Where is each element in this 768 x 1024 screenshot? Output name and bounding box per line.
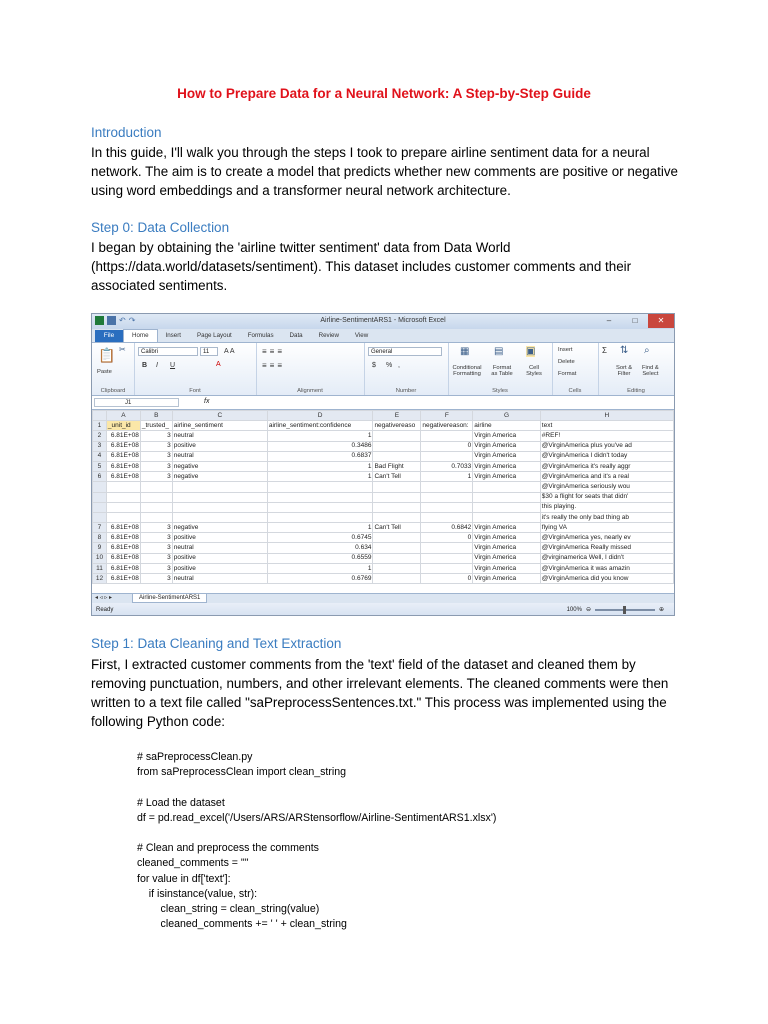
- spreadsheet-grid[interactable]: [92, 410, 674, 593]
- step1-line: First, I extracted customer comments from the 'text' field of the dataset and cleaned them by: [91, 657, 636, 672]
- row-header[interactable]: 7: [93, 523, 107, 533]
- cell[interactable]: [267, 482, 373, 492]
- grow-font-icon[interactable]: A A: [224, 348, 235, 355]
- find-select-button[interactable]: Find & Select: [642, 365, 659, 377]
- ribbon-tabs: [92, 329, 674, 342]
- cell[interactable]: positive: [172, 563, 267, 573]
- cell[interactable]: [373, 431, 421, 441]
- table-row: [93, 451, 674, 461]
- column-header[interactable]: C: [172, 411, 267, 421]
- cell[interactable]: 0.6559: [267, 553, 373, 563]
- cell[interactable]: @VirginAmerica yes, nearly ev: [540, 533, 673, 543]
- row-header[interactable]: [93, 482, 107, 492]
- cell[interactable]: 3: [140, 574, 172, 584]
- cell[interactable]: 3: [140, 441, 172, 451]
- close-button[interactable]: ✕: [648, 314, 674, 328]
- cell[interactable]: [373, 533, 421, 543]
- code-line: if isinstance(value, str):: [137, 887, 258, 900]
- column-header[interactable]: E: [373, 411, 421, 421]
- zoom-level: 100%: [566, 606, 582, 613]
- cell[interactable]: airline_sentiment:confidence: [267, 421, 373, 431]
- clipboard-group: [92, 343, 135, 395]
- cell[interactable]: [172, 512, 267, 522]
- cell[interactable]: Virgin America: [473, 441, 541, 451]
- table-row: [93, 482, 674, 492]
- cell[interactable]: 6.81E+08: [106, 574, 140, 584]
- styles-group: [448, 343, 553, 395]
- cell[interactable]: 3: [140, 563, 172, 573]
- group-label: Number: [395, 388, 417, 394]
- cell[interactable]: neutral: [172, 451, 267, 461]
- intro-line: network. The aim is to create a model that predicts whether new comments are positive or negative: [91, 164, 678, 179]
- cell[interactable]: Virgin America: [473, 553, 541, 563]
- cell[interactable]: @virginamerica Well, I didn't: [540, 553, 673, 563]
- cell[interactable]: [106, 482, 140, 492]
- cell[interactable]: [473, 482, 541, 492]
- code-line: cleaned_comments = "": [137, 857, 249, 870]
- cell[interactable]: text: [540, 421, 673, 431]
- font-group: [134, 343, 257, 395]
- cell[interactable]: @VirginAmerica seriously wou: [540, 482, 673, 492]
- align-left-icon[interactable]: ≡≡≡: [262, 361, 286, 370]
- cell[interactable]: negative: [172, 472, 267, 482]
- cell[interactable]: [267, 502, 373, 512]
- cell[interactable]: [106, 512, 140, 522]
- cell[interactable]: positive: [172, 533, 267, 543]
- cell[interactable]: 0.634: [267, 543, 373, 553]
- document-title: How to Prepare Data for a Neural Network: A Step-by-Step Guide: [177, 86, 591, 101]
- row-header[interactable]: 3: [93, 441, 107, 451]
- cell[interactable]: [140, 502, 172, 512]
- code-line: [137, 780, 496, 795]
- row-header[interactable]: 2: [93, 431, 107, 441]
- status-bar: [92, 603, 674, 616]
- cell[interactable]: 0.6769: [267, 574, 373, 584]
- step1-line: written to a text file called "saPreprocessSentences.txt." This process was implemented using the: [91, 695, 667, 710]
- tab-page-layout[interactable]: Page Layout: [197, 332, 232, 339]
- row-header[interactable]: [93, 512, 107, 522]
- underline-button[interactable]: U: [170, 362, 176, 369]
- redo-icon[interactable]: ↷: [128, 316, 136, 325]
- cell[interactable]: [267, 512, 373, 522]
- cell[interactable]: negativereaso: [373, 421, 421, 431]
- cell[interactable]: [373, 451, 421, 461]
- cell[interactable]: [473, 492, 541, 502]
- cell[interactable]: 3: [140, 533, 172, 543]
- cell[interactable]: [373, 574, 421, 584]
- code-line: # Load the dataset: [137, 796, 225, 809]
- cell[interactable]: 1: [267, 431, 373, 441]
- cell[interactable]: neutral: [172, 574, 267, 584]
- tab-data[interactable]: Data: [289, 332, 303, 339]
- align-top-icon[interactable]: ≡≡≡: [262, 347, 286, 356]
- step1-line: removing punctuation, numbers, and other irrelevant elements. The cleaned comments were then: [91, 676, 669, 691]
- cell[interactable]: Virgin America: [473, 563, 541, 573]
- cell[interactable]: 6.81E+08: [106, 523, 140, 533]
- code-line: clean_string = clean_string(value): [137, 902, 320, 915]
- cell[interactable]: [421, 553, 473, 563]
- file-tab[interactable]: File: [95, 330, 123, 342]
- intro-heading: Introduction: [91, 125, 162, 140]
- cell[interactable]: [421, 512, 473, 522]
- alignment-group: [256, 343, 365, 395]
- code-line: cleaned_comments += ' ' + clean_string: [137, 918, 347, 931]
- cell[interactable]: negativereason:: [421, 421, 473, 431]
- cell[interactable]: 6.81E+08: [106, 461, 140, 471]
- cell[interactable]: Can't Tell: [373, 523, 421, 533]
- cell[interactable]: 3: [140, 523, 172, 533]
- cell[interactable]: 6.81E+08: [106, 533, 140, 543]
- table-row: [93, 431, 674, 441]
- cell[interactable]: neutral: [172, 431, 267, 441]
- sheet-tab[interactable]: Airline-SentimentARS1: [132, 594, 207, 603]
- table-row: [93, 574, 674, 584]
- cell[interactable]: [421, 502, 473, 512]
- cell[interactable]: 3: [140, 431, 172, 441]
- cell[interactable]: Virgin America: [473, 533, 541, 543]
- cell[interactable]: Virgin America: [473, 461, 541, 471]
- zoom-control[interactable]: [567, 606, 664, 613]
- percent-button[interactable]: %: [386, 362, 393, 369]
- table-row: [93, 512, 674, 522]
- cell[interactable]: @VirginAmerica plus you've ad: [540, 441, 673, 451]
- cell[interactable]: @VirginAmerica it was amazin: [540, 563, 673, 573]
- cell[interactable]: #REF!: [540, 431, 673, 441]
- step1-paragraph: [91, 655, 681, 731]
- cell[interactable]: Can't Tell: [373, 472, 421, 482]
- cell[interactable]: Virgin America: [473, 523, 541, 533]
- cell[interactable]: 3: [140, 451, 172, 461]
- tab-view[interactable]: View: [354, 332, 369, 339]
- cell[interactable]: positive: [172, 553, 267, 563]
- step0-paragraph: [91, 238, 681, 295]
- italic-button[interactable]: I: [156, 362, 158, 369]
- zoom-slider[interactable]: [595, 609, 655, 611]
- table-row: [93, 492, 674, 502]
- table-row: [93, 441, 674, 451]
- column-header[interactable]: B: [140, 411, 172, 421]
- group-label: Styles: [492, 388, 508, 394]
- cell[interactable]: Virgin America: [473, 451, 541, 461]
- cell[interactable]: [172, 502, 267, 512]
- maximize-button[interactable]: □: [632, 316, 638, 325]
- editing-group: [598, 343, 674, 395]
- group-label: Cells: [568, 388, 582, 394]
- group-label: Alignment: [297, 388, 323, 394]
- cell[interactable]: positive: [172, 441, 267, 451]
- cell[interactable]: [373, 563, 421, 573]
- column-header[interactable]: G: [473, 411, 541, 421]
- cell[interactable]: @VirginAmerica and it's a real: [540, 472, 673, 482]
- step0-line: associated sentiments.: [91, 278, 228, 293]
- currency-button[interactable]: $: [372, 362, 376, 369]
- cell[interactable]: [373, 441, 421, 451]
- code-line: # saPreprocessClean.py: [137, 751, 253, 763]
- table-row: [93, 461, 674, 471]
- table-row: [93, 563, 674, 573]
- delete-cells-button[interactable]: Delete: [558, 359, 575, 365]
- cell[interactable]: 0.6745: [267, 533, 373, 543]
- cell[interactable]: airline_sentiment: [172, 421, 267, 431]
- row-header[interactable]: 8: [93, 533, 107, 543]
- cell[interactable]: 6.81E+08: [106, 441, 140, 451]
- cell[interactable]: @VirginAmerica Really missed: [540, 543, 673, 553]
- cell[interactable]: [140, 482, 172, 492]
- paste-button[interactable]: Paste: [97, 369, 112, 375]
- table-row: [93, 553, 674, 563]
- cell[interactable]: negative: [172, 461, 267, 471]
- cell[interactable]: 3: [140, 461, 172, 471]
- cell[interactable]: [373, 482, 421, 492]
- zoom-out-icon[interactable]: ⊖: [585, 607, 591, 613]
- row-header[interactable]: 1: [93, 421, 107, 431]
- sheet-table: [92, 410, 674, 584]
- cell[interactable]: 0.6837: [267, 451, 373, 461]
- table-row: [93, 472, 674, 482]
- cell[interactable]: [473, 502, 541, 512]
- sort-filter-button[interactable]: Sort & Filter: [616, 365, 633, 377]
- cell[interactable]: _trusted_: [140, 421, 172, 431]
- step1-line: following Python code:: [91, 714, 225, 729]
- cell[interactable]: Virgin America: [473, 472, 541, 482]
- autosum-icon[interactable]: Σ: [602, 346, 607, 355]
- step0-line: I began by obtaining the 'airline twitter sentiment' data from Data World: [91, 240, 511, 255]
- intro-line: In this guide, I'll walk you through the steps I took to prepare airline sentiment data for a neural: [91, 145, 650, 160]
- tab-insert[interactable]: Insert: [165, 332, 181, 339]
- code-block: [137, 750, 496, 932]
- cell[interactable]: 3: [140, 543, 172, 553]
- find-select-icon[interactable]: ⌕: [644, 345, 650, 356]
- cut-icon[interactable]: ✂: [119, 345, 126, 354]
- cell[interactable]: 1: [267, 472, 373, 482]
- cell[interactable]: 1: [421, 472, 473, 482]
- cell[interactable]: [373, 502, 421, 512]
- cell[interactable]: 0: [421, 533, 473, 543]
- cell[interactable]: 1: [267, 523, 373, 533]
- name-box[interactable]: J1: [94, 398, 179, 407]
- cell[interactable]: [421, 492, 473, 502]
- font-name-box[interactable]: Calibri: [138, 347, 198, 356]
- group-label: Editing: [627, 388, 645, 394]
- row-header[interactable]: [93, 492, 107, 502]
- tab-home[interactable]: Home: [123, 329, 158, 342]
- cell[interactable]: airline: [473, 421, 541, 431]
- cell[interactable]: 6.81E+08: [106, 553, 140, 563]
- font-size-box[interactable]: 11: [200, 347, 218, 356]
- cell[interactable]: @VirginAmerica I didn't today: [540, 451, 673, 461]
- cell[interactable]: 1: [267, 563, 373, 573]
- cell[interactable]: 6.81E+08: [106, 472, 140, 482]
- cell[interactable]: [106, 502, 140, 512]
- table-row: [93, 533, 674, 543]
- cell[interactable]: 0.7033: [421, 461, 473, 471]
- table-row: [93, 523, 674, 533]
- comma-button[interactable]: ,: [398, 362, 400, 369]
- status-ready: Ready: [96, 607, 114, 613]
- group-label: Font: [189, 388, 201, 394]
- conditional-formatting-icon[interactable]: ▦: [460, 346, 470, 357]
- cell[interactable]: 3: [140, 472, 172, 482]
- cell[interactable]: [421, 543, 473, 553]
- cell[interactable]: Virgin America: [473, 543, 541, 553]
- cell[interactable]: negative: [172, 523, 267, 533]
- paste-icon[interactable]: 📋: [98, 347, 116, 363]
- cell[interactable]: [421, 563, 473, 573]
- code-line: [137, 826, 496, 841]
- cell[interactable]: 6.81E+08: [106, 431, 140, 441]
- font-color-icon[interactable]: A: [216, 361, 221, 368]
- step0-line: (https://data.world/datasets/sentiment). This dataset includes customer comments and their: [91, 259, 632, 274]
- row-header[interactable]: 12: [93, 574, 107, 584]
- zoom-in-icon[interactable]: ⊕: [658, 607, 664, 613]
- cell[interactable]: it's really the only bad thing ab: [540, 512, 673, 522]
- intro-paragraph: [91, 143, 681, 200]
- step1-heading: Step 1: Data Cleaning and Text Extraction: [91, 636, 342, 651]
- conditional-formatting-button[interactable]: Conditional Formatting: [452, 365, 482, 377]
- intro-line: using word embeddings and a transformer neural network architecture.: [91, 183, 511, 198]
- cell[interactable]: 0.6842: [421, 523, 473, 533]
- row-header[interactable]: 10: [93, 553, 107, 563]
- table-row: [93, 421, 674, 431]
- cell[interactable]: 0: [421, 574, 473, 584]
- cell-styles-icon[interactable]: ▣: [526, 346, 536, 357]
- row-header[interactable]: 6: [93, 472, 107, 482]
- bold-button[interactable]: B: [142, 362, 148, 369]
- cell-styles-button[interactable]: Cell Styles: [526, 365, 542, 377]
- number-format-box[interactable]: General: [368, 347, 442, 356]
- undo-icon[interactable]: ↶: [119, 316, 126, 325]
- column-header[interactable]: D: [267, 411, 373, 421]
- cell[interactable]: 0: [421, 441, 473, 451]
- row-header[interactable]: 11: [93, 563, 107, 573]
- code-line: from saPreprocessClean import clean_string: [137, 766, 347, 779]
- minimize-button[interactable]: –: [606, 316, 612, 325]
- cell[interactable]: Bad Flight: [373, 461, 421, 471]
- cell[interactable]: [172, 482, 267, 492]
- format-as-table-button[interactable]: Format as Table: [491, 365, 513, 377]
- cell[interactable]: 0.3486: [267, 441, 373, 451]
- cell[interactable]: [373, 553, 421, 563]
- cell[interactable]: _unit_id: [106, 421, 140, 431]
- column-header[interactable]: H: [540, 411, 673, 421]
- cell[interactable]: this playing.: [540, 502, 673, 512]
- excel-window-title: Airline-SentimentARS1 - Microsoft Excel: [320, 317, 446, 324]
- code-line: df = pd.read_excel('/Users/ARS/ARStensorflow/Airline-SentimentARS1.xlsx'): [137, 811, 497, 824]
- cell[interactable]: [106, 492, 140, 502]
- cell[interactable]: 6.81E+08: [106, 563, 140, 573]
- cell[interactable]: 1: [267, 461, 373, 471]
- cell[interactable]: Virgin America: [473, 574, 541, 584]
- cell[interactable]: 3: [140, 553, 172, 563]
- column-header[interactable]: A: [106, 411, 140, 421]
- cells-group: [552, 343, 599, 395]
- column-header-row: [93, 411, 674, 421]
- cell[interactable]: 6.81E+08: [106, 451, 140, 461]
- cell[interactable]: [140, 512, 172, 522]
- table-row: [93, 543, 674, 553]
- step0-heading: Step 0: Data Collection: [91, 220, 230, 235]
- sheet-nav-arrows-icon[interactable]: ◂ ◃ ▹ ▸: [95, 595, 113, 601]
- cell[interactable]: [421, 482, 473, 492]
- cell[interactable]: [373, 512, 421, 522]
- cell[interactable]: @VirginAmerica it's really aggr: [540, 461, 673, 471]
- formula-bar: [92, 396, 674, 410]
- table-row: [93, 502, 674, 512]
- cell[interactable]: [140, 492, 172, 502]
- cell[interactable]: [267, 492, 373, 502]
- cell[interactable]: [421, 451, 473, 461]
- tab-formulas[interactable]: Formulas: [247, 332, 274, 339]
- cell[interactable]: [373, 543, 421, 553]
- format-cells-button[interactable]: Format: [558, 371, 577, 377]
- cell[interactable]: $30 a flight for seats that didn': [540, 492, 673, 502]
- fx-icon[interactable]: fx: [204, 398, 210, 405]
- code-line: for value in df['text']:: [137, 872, 231, 885]
- tab-review[interactable]: Review: [318, 332, 339, 339]
- row-header[interactable]: 5: [93, 461, 107, 471]
- excel-screenshot: [91, 313, 675, 616]
- ribbon: [92, 342, 674, 396]
- code-line: # Clean and preprocess the comments: [137, 842, 319, 855]
- cell[interactable]: [421, 431, 473, 441]
- cell[interactable]: neutral: [172, 543, 267, 553]
- cell[interactable]: [172, 492, 267, 502]
- cell[interactable]: Virgin America: [473, 431, 541, 441]
- row-header[interactable]: [93, 502, 107, 512]
- sort-filter-icon[interactable]: ⇅: [620, 345, 629, 356]
- cell[interactable]: flying VA: [540, 523, 673, 533]
- cell[interactable]: @VirginAmerica did you know: [540, 574, 673, 584]
- row-header[interactable]: 9: [93, 543, 107, 553]
- cell[interactable]: [473, 512, 541, 522]
- select-all-corner[interactable]: [93, 411, 107, 421]
- insert-cells-button[interactable]: Insert: [558, 347, 573, 353]
- row-header[interactable]: 4: [93, 451, 107, 461]
- cell[interactable]: [373, 492, 421, 502]
- cell[interactable]: 6.81E+08: [106, 543, 140, 553]
- format-as-table-icon[interactable]: ▤: [494, 346, 504, 357]
- group-label: Clipboard: [100, 388, 126, 394]
- sheet-tabs-bar: [92, 593, 674, 603]
- number-group: [364, 343, 449, 395]
- excel-title-bar: [92, 314, 674, 329]
- column-header[interactable]: F: [421, 411, 473, 421]
